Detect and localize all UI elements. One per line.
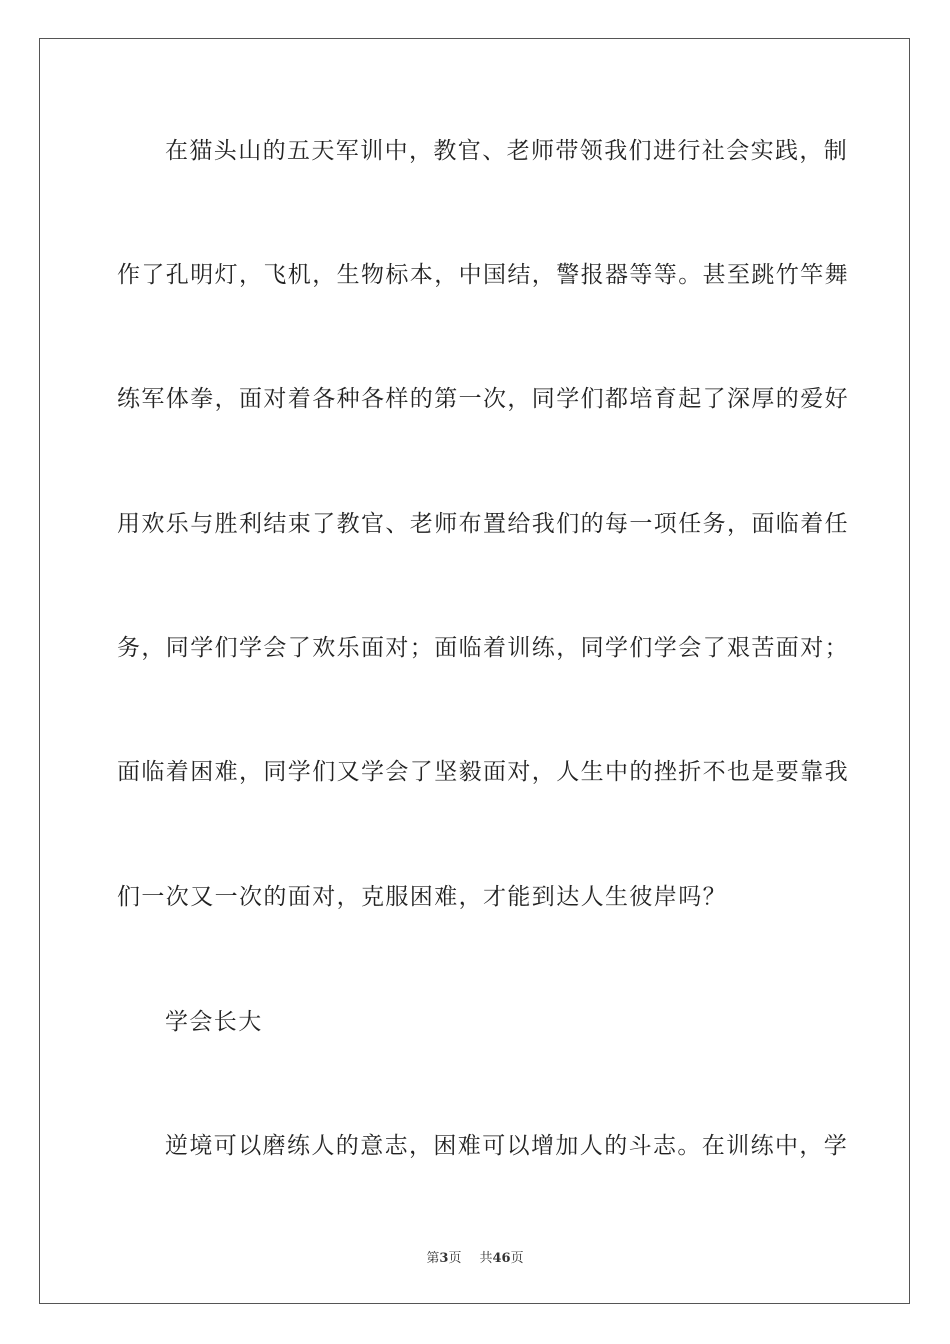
paragraph-line-9: 逆境可以磨练人的意志，困难可以增加人的斗志。在训练中，学 bbox=[165, 1133, 849, 1159]
footer-total-number: 46 bbox=[492, 1251, 511, 1266]
footer-page-suffix: 页 bbox=[448, 1251, 462, 1266]
footer-page-number: 3 bbox=[439, 1251, 449, 1266]
footer-page-prefix: 第 bbox=[426, 1251, 440, 1266]
paragraph-line-3: 练军体拳，面对着各种各样的第一次，同学们都培育起了深厚的爱好 bbox=[117, 386, 849, 412]
paragraph-line-4: 用欢乐与胜利结束了教官、老师布置给我们的每一项任务，面临着任 bbox=[117, 511, 849, 537]
paragraph-line-1: 在猫头山的五天军训中，教官、老师带领我们进行社会实践，制 bbox=[165, 138, 849, 164]
paragraph-line-2: 作了孔明灯，飞机，生物标本，中国结，警报器等等。甚至跳竹竿舞 bbox=[117, 262, 849, 288]
footer-total-prefix: 共 bbox=[479, 1251, 493, 1266]
paragraph-line-7: 们一次又一次的面对，克服困难，才能到达人生彼岸吗？ bbox=[117, 884, 727, 910]
section-heading: 学会长大 bbox=[165, 1009, 263, 1035]
page-border bbox=[39, 38, 910, 1304]
page-footer bbox=[0, 1247, 950, 1266]
paragraph-line-6: 面临着困难，同学们又学会了坚毅面对，人生中的挫折不也是要靠我 bbox=[117, 759, 849, 785]
paragraph-line-5: 务，同学们学会了欢乐面对；面临着训练，同学们学会了艰苦面对； bbox=[117, 635, 849, 661]
footer-total-suffix: 页 bbox=[510, 1251, 524, 1266]
